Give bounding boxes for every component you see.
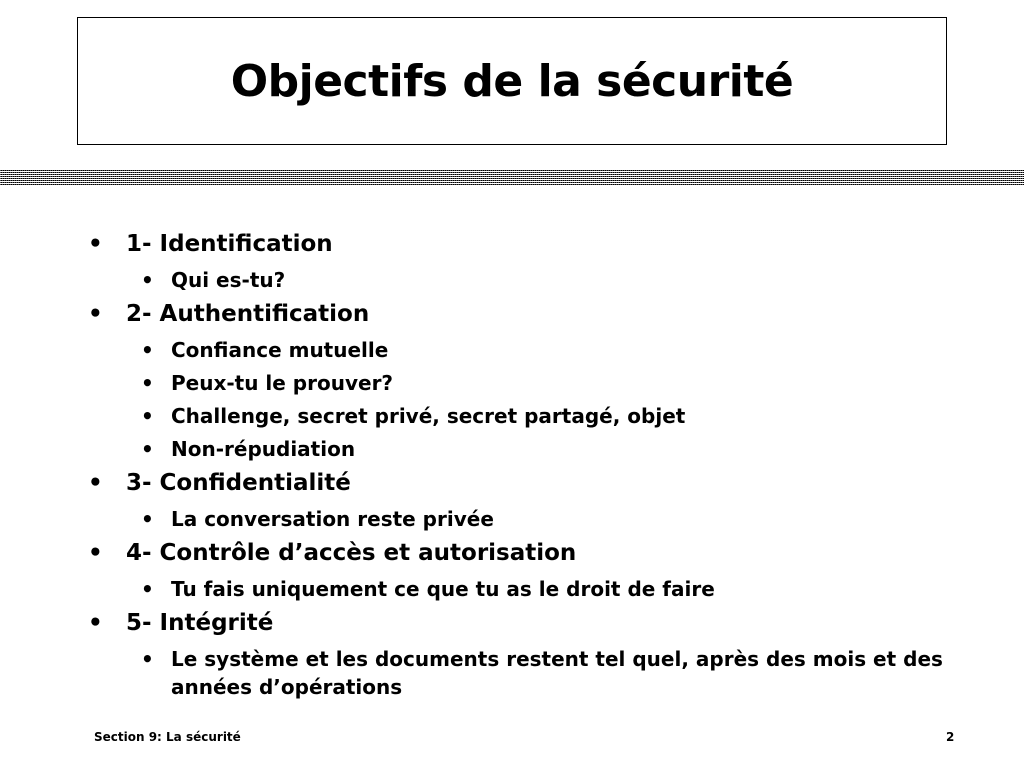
sub-bullet-item: • Confiance mutuelle: [88, 336, 968, 364]
bullet-item-authentification: • 2- Authentification: [88, 298, 968, 331]
sub-bullet-item: • La conversation reste privée: [88, 505, 968, 533]
sub-bullet-item: • Le système et les documents restent tel quel, après des mois et des années d’opérations: [88, 645, 951, 701]
sub-bullet-item: • Qui es-tu?: [88, 266, 968, 294]
sub-bullet-item: • Tu fais uniquement ce que tu as le droit de faire: [88, 575, 968, 603]
footer-section-label: Section 9: La sécurité: [94, 730, 241, 744]
bullet-item-confidentialite: • 3- Confidentialité: [88, 467, 968, 500]
footer-page-number: 2: [946, 730, 955, 744]
bullet-item-integrite: • 5- Intégrité: [88, 607, 968, 640]
bullet-item-controle-acces: • 4- Contrôle d’accès et autorisation: [88, 537, 968, 570]
bullet-item-identification: • 1- Identification: [88, 228, 968, 261]
sub-bullet-item: • Non-répudiation: [88, 435, 968, 463]
sub-bullet-item: • Peux-tu le prouver?: [88, 369, 968, 397]
decorative-divider: [0, 170, 1024, 186]
bullet-list: [88, 224, 968, 701]
sub-bullet-item: • Challenge, secret privé, secret partagé, objet: [88, 402, 968, 430]
title-box: [77, 17, 947, 145]
slide-title: Objectifs de la sécurité: [230, 55, 794, 107]
